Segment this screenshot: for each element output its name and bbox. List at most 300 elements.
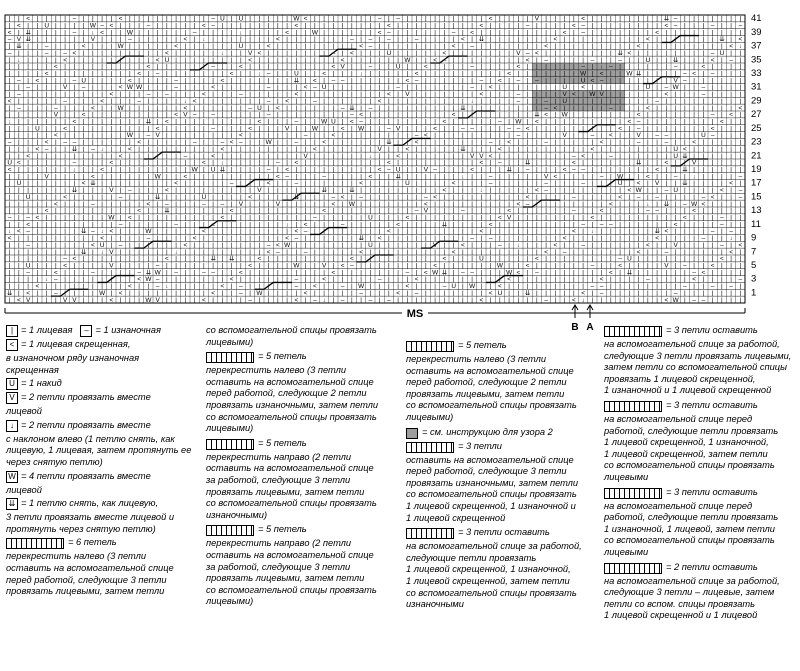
stitch-symbol: |	[351, 269, 353, 277]
stitch-symbol: |	[637, 15, 640, 23]
stitch-symbol: |	[647, 22, 649, 30]
stitch-symbol: –	[183, 152, 188, 160]
stitch-symbol: |	[684, 22, 686, 30]
stitch-symbol: |	[508, 118, 510, 126]
stitch-symbol: |	[610, 118, 612, 126]
stitch-symbol: |	[369, 145, 372, 153]
stitch-symbol: ⇊	[682, 152, 688, 160]
stitch-symbol: |	[240, 84, 242, 92]
stitch-symbol: |	[517, 221, 520, 229]
stitch-symbol: <	[553, 36, 558, 44]
stitch-symbol: |	[230, 145, 233, 153]
stitch-symbol: |	[323, 132, 325, 140]
stitch-symbol: |	[397, 97, 399, 105]
stitch-symbol: <	[535, 49, 539, 57]
stitch-symbol: |	[452, 49, 455, 57]
stitch-symbol: |	[119, 159, 122, 167]
stitch-symbol: |	[258, 269, 261, 277]
stitch-symbol: |	[27, 159, 29, 167]
stitch-symbol: –	[673, 63, 678, 71]
stitch-symbol: |	[730, 132, 732, 140]
stitch-symbol: |	[360, 22, 362, 30]
stitch-symbol: |	[64, 22, 66, 30]
stitch-symbol: |	[360, 49, 362, 57]
stitch-symbol: |	[517, 152, 520, 160]
stitch-symbol: |	[323, 193, 325, 201]
stitch-symbol: |	[582, 139, 584, 147]
stitch-symbol: <	[35, 283, 40, 291]
stitch-symbol: |	[573, 104, 575, 112]
stitch-symbol: <	[729, 180, 733, 188]
stitch-symbol: |	[693, 84, 695, 92]
stitch-symbol: <	[100, 235, 104, 243]
stitch-symbol: |	[425, 15, 427, 23]
stitch-symbol: |	[101, 70, 103, 78]
stitch-symbol: <	[331, 132, 336, 140]
stitch-symbol: |	[739, 118, 742, 126]
stitch-symbol: |	[110, 104, 113, 112]
stitch-symbol: |	[267, 77, 270, 85]
stitch-symbol: |	[415, 200, 418, 208]
stitch-symbol: |	[721, 84, 723, 92]
stitch-symbol: |	[517, 248, 520, 256]
stitch-symbol: |	[739, 132, 742, 140]
stitch-symbol: |	[610, 255, 612, 263]
stitch-symbol: |	[406, 276, 409, 284]
stitch-symbol: |	[360, 104, 362, 112]
stitch-symbol: –	[72, 139, 77, 147]
stitch-symbol: |	[240, 159, 242, 167]
stitch-symbol: |	[443, 214, 446, 222]
stitch-symbol: |	[129, 166, 131, 174]
stitch-symbol: |	[73, 221, 76, 229]
stitch-symbol: |	[563, 118, 566, 126]
stitch-symbol: U	[164, 56, 170, 64]
stitch-symbol: <	[220, 77, 225, 85]
stitch-symbol: |	[647, 166, 649, 174]
stitch-symbol: |	[628, 235, 631, 243]
stitch-symbol: –	[359, 289, 363, 297]
stitch-symbol: |	[55, 118, 57, 126]
stitch-symbol: |	[249, 91, 251, 99]
stitch-symbol: W	[311, 29, 318, 37]
stitch-symbol: |	[304, 118, 307, 126]
stitch-symbol: ⇊	[228, 255, 235, 263]
stitch-symbol: |	[36, 289, 39, 297]
stitch-symbol: |	[721, 296, 723, 304]
stitch-symbol: |	[693, 22, 695, 30]
stitch-symbol: –	[655, 193, 659, 201]
stitch-symbol: |	[647, 289, 649, 297]
stitch-symbol: |	[721, 70, 723, 78]
stitch-symbol: |	[628, 132, 631, 140]
stitch-symbol: U	[562, 97, 567, 105]
stitch-symbol: |	[665, 173, 668, 181]
stitch-symbol: |	[193, 36, 196, 44]
stitch-symbol: |	[267, 207, 270, 215]
stitch-symbol: |	[18, 255, 20, 263]
stitch-symbol: |	[147, 289, 150, 297]
stitch-symbol: |	[110, 173, 113, 181]
stitch-symbol: |	[323, 15, 325, 23]
stitch-symbol: |	[415, 228, 418, 236]
stitch-symbol: –	[146, 235, 151, 243]
stitch-symbol: ↓	[45, 276, 49, 284]
stitch-symbol: ⇊	[663, 15, 670, 23]
stitch-symbol: |	[221, 235, 224, 243]
stitch-symbol: |	[739, 269, 742, 277]
stitch-symbol: |	[517, 173, 520, 181]
stitch-symbol: –	[461, 269, 465, 277]
stitch-symbol: ↓	[165, 283, 169, 291]
stitch-symbol: –	[387, 125, 391, 133]
stitch-symbol: |	[110, 200, 113, 208]
stitch-symbol: |	[166, 193, 168, 201]
stitch-symbol: |	[230, 118, 233, 126]
stitch-symbol: |	[82, 97, 85, 105]
stitch-symbol: |	[92, 166, 94, 174]
stitch-symbol: |	[110, 235, 113, 243]
stitch-symbol: |	[73, 104, 76, 112]
legend-text: оставить на вспомогательной спице	[406, 365, 574, 376]
stitch-symbol: <	[387, 159, 391, 167]
stitch-symbol: –	[165, 200, 169, 208]
stitch-symbol: <	[72, 118, 77, 126]
stitch-symbol: |	[193, 84, 196, 92]
stitch-symbol: |	[64, 241, 66, 249]
stitch-symbol: <	[618, 193, 622, 201]
stitch-symbol: |	[110, 139, 113, 147]
stitch-symbol: |	[36, 22, 39, 30]
stitch-symbol: |	[665, 145, 668, 153]
stitch-symbol: |	[314, 91, 316, 99]
stitch-symbol: |	[693, 56, 695, 64]
stitch-symbol: |	[499, 139, 501, 147]
stitch-symbol: |	[434, 276, 436, 284]
stitch-symbol: |	[434, 221, 436, 229]
stitch-symbol: |	[240, 296, 242, 304]
stitch-symbol: |	[452, 91, 455, 99]
stitch-symbol: |	[258, 152, 261, 160]
stitch-symbol: |	[341, 228, 344, 236]
stitch-symbol: –	[7, 49, 12, 57]
stitch-symbol: |	[73, 152, 76, 160]
stitch-symbol: |	[425, 241, 427, 249]
stitch-symbol: –	[72, 29, 77, 37]
stitch-symbol: |	[388, 132, 390, 140]
stitch-symbol: –	[239, 283, 243, 291]
stitch-symbol: |	[425, 49, 427, 57]
stitch-symbol: |	[425, 36, 427, 44]
stitch-symbol: |	[92, 296, 94, 304]
stitch-symbol: |	[647, 193, 649, 201]
stitch-symbol: |	[27, 125, 29, 133]
stitch-symbol: |	[388, 97, 390, 105]
stitch-symbol: |	[378, 63, 381, 71]
stitch-symbol: |	[554, 289, 557, 297]
stitch-symbol: |	[304, 276, 307, 284]
stitch-symbol: |	[175, 22, 177, 30]
stitch-symbol: –	[738, 276, 743, 284]
stitch-symbol: |	[369, 200, 372, 208]
stitch-symbol: |	[73, 84, 76, 92]
ssk-symbol-icon: ↓	[6, 420, 18, 432]
stitch-symbol: |	[378, 241, 381, 249]
stitch-symbol: U	[25, 193, 31, 201]
stitch-symbol: |	[360, 241, 362, 249]
stitch-symbol: –	[636, 139, 641, 147]
stitch-symbol: |	[82, 132, 85, 140]
stitch-symbol: |	[332, 70, 335, 78]
stitch-symbol: |	[18, 214, 20, 222]
stitch-symbol: <	[720, 118, 724, 126]
stitch-symbol: |	[517, 193, 520, 201]
stitch-symbol: ⇊	[663, 200, 670, 208]
stitch-symbol: |	[600, 132, 603, 140]
stitch-symbol: |	[193, 77, 196, 85]
stitch-symbol: |	[573, 145, 575, 153]
stitch-symbol: –	[525, 49, 530, 57]
stitch-symbol: |	[702, 180, 705, 188]
stitch-symbol: |	[610, 187, 612, 195]
stitch-symbol: |	[489, 187, 492, 195]
stitch-symbol: |	[693, 36, 695, 44]
stitch-symbol: |	[480, 269, 483, 277]
stitch-symbol: |	[471, 104, 473, 112]
stitch-symbol: |	[462, 132, 464, 140]
stitch-symbol: |	[536, 125, 538, 133]
stitch-symbol: |	[674, 214, 677, 222]
stitch-symbol: |	[175, 139, 177, 147]
stitch-symbol: |	[92, 139, 94, 147]
stitch-symbol: |	[351, 276, 353, 284]
stitch-symbol: |	[526, 296, 529, 304]
stitch-symbol: <	[535, 255, 539, 263]
stitch-symbol: |	[462, 22, 464, 30]
stitch-symbol: |	[314, 104, 316, 112]
stitch-symbol: U	[201, 193, 207, 201]
stitch-symbol: |	[267, 22, 270, 30]
stitch-symbol: |	[314, 36, 316, 44]
stitch-symbol: |	[8, 200, 11, 208]
stitch-symbol: |	[656, 91, 658, 99]
stitch-symbol: W	[672, 84, 679, 92]
stitch-symbol: |	[508, 56, 510, 64]
stitch-symbol: |	[73, 200, 76, 208]
stitch-symbol: |	[674, 193, 677, 201]
stitch-symbol: |	[563, 289, 566, 297]
stitch-symbol: |	[600, 125, 603, 133]
stitch-symbol: |	[147, 166, 150, 174]
stitch-symbol: |	[110, 118, 113, 126]
stitch-symbol: |	[462, 43, 464, 51]
stitch-symbol: |	[656, 15, 658, 23]
stitch-symbol: –	[128, 187, 132, 195]
stitch-symbol: |	[8, 255, 11, 263]
stitch-symbol: |	[304, 125, 307, 133]
stitch-symbol: |	[471, 111, 473, 119]
legend-text: оставить на вспомогательной спице	[206, 463, 374, 474]
stitch-symbol: |	[166, 262, 168, 270]
stitch-symbol: |	[406, 111, 409, 119]
stitch-symbol: |	[406, 200, 409, 208]
stitch-symbol: |	[73, 36, 76, 44]
stitch-symbol: |	[415, 248, 418, 256]
stitch-symbol: |	[267, 283, 270, 291]
stitch-symbol: <	[91, 241, 95, 249]
stitch-symbol: |	[203, 104, 205, 112]
stitch-symbol: |	[184, 166, 187, 174]
stitch-symbol: |	[332, 283, 335, 291]
stitch-symbol: |	[610, 166, 612, 174]
stitch-symbol: <	[331, 63, 336, 71]
stitch-symbol: <	[572, 296, 576, 304]
stitch-symbol: |	[110, 255, 113, 263]
stitch-symbol: |	[45, 125, 48, 133]
stitch-symbol: |	[267, 200, 270, 208]
stitch-symbol: |	[360, 269, 362, 277]
stitch-symbol: |	[323, 214, 325, 222]
stitch-symbol: |	[499, 276, 501, 284]
stitch-symbol: |	[656, 145, 658, 153]
stitch-symbol: <	[618, 125, 622, 133]
stitch-symbol: |	[610, 235, 612, 243]
stitch-symbol: |	[462, 221, 464, 229]
stitch-symbol: <	[451, 43, 456, 51]
stitch-symbol: |	[406, 43, 409, 51]
stitch-symbol: |	[27, 104, 29, 112]
stitch-symbol: |	[628, 248, 631, 256]
stitch-symbol: |	[425, 159, 427, 167]
stitch-symbol: |	[92, 118, 94, 126]
stitch-symbol: –	[470, 269, 474, 277]
stitch-symbol: |	[693, 228, 695, 236]
stitch-symbol: <	[17, 159, 21, 167]
stitch-symbol: |	[656, 283, 658, 291]
stitch-symbol: |	[36, 118, 39, 126]
stitch-symbol: |	[184, 118, 187, 126]
stitch-symbol: |	[702, 111, 705, 119]
stitch-symbol: |	[637, 36, 640, 44]
stitch-symbol: |	[656, 159, 658, 167]
stitch-symbol: |	[332, 104, 335, 112]
stitch-symbol: |	[304, 200, 307, 208]
stitch-symbol: |	[351, 132, 353, 140]
stitch-symbol: |	[332, 159, 335, 167]
stitch-symbol: |	[314, 56, 316, 64]
stitch-symbol: |	[295, 166, 298, 174]
stitch-symbol: |	[397, 159, 399, 167]
stitch-symbol: |	[119, 36, 122, 44]
stitch-symbol: <	[498, 283, 502, 291]
stitch-symbol: |	[591, 289, 594, 297]
legend-entry-cable-6: = 6 петель	[6, 537, 202, 549]
stitch-symbol: |	[545, 152, 547, 160]
stitch-symbol: |	[378, 221, 381, 229]
stitch-symbol: |	[628, 91, 631, 99]
stitch-symbol: |	[489, 97, 492, 105]
stitch-symbol: –	[507, 125, 511, 133]
stitch-symbol: |	[64, 36, 66, 44]
stitch-symbol: |	[323, 56, 325, 64]
stitch-symbol: |	[406, 221, 409, 229]
stitch-symbol: –	[599, 289, 604, 297]
stitch-symbol: |	[221, 255, 224, 263]
stitch-symbol: |	[27, 43, 29, 51]
stitch-symbol: |	[82, 22, 85, 30]
stitch-symbol: |	[443, 125, 446, 133]
stitch-symbol: |	[175, 255, 177, 263]
stitch-symbol: |	[730, 262, 732, 270]
stitch-symbol: |	[147, 159, 150, 167]
stitch-symbol: |	[610, 276, 612, 284]
stitch-symbol: |	[277, 15, 279, 23]
stitch-symbol: |	[73, 235, 76, 243]
stitch-symbol: |	[693, 91, 695, 99]
stitch-symbol: |	[249, 200, 251, 208]
stitch-symbol: |	[499, 193, 501, 201]
stitch-symbol: |	[582, 125, 584, 133]
stitch-symbol: |	[18, 248, 20, 256]
stitch-symbol: |	[27, 145, 29, 153]
stitch-symbol: –	[313, 214, 317, 222]
stitch-symbol: |	[323, 221, 325, 229]
legend-text: лицевыми)	[206, 423, 254, 434]
stitch-symbol: |	[249, 145, 251, 153]
stitch-symbol: |	[286, 296, 288, 304]
stitch-symbol: |	[18, 276, 20, 284]
stitch-symbol: |	[637, 289, 640, 297]
stitch-symbol: |	[175, 200, 177, 208]
stitch-symbol: |	[471, 276, 473, 284]
stitch-symbol: |	[351, 29, 353, 37]
stitch-symbol: |	[18, 97, 20, 105]
stitch-symbol: |	[573, 63, 575, 71]
stitch-symbol: |	[526, 36, 529, 44]
stitch-symbol: |	[499, 152, 501, 160]
stitch-symbol: ↓	[646, 200, 650, 208]
legend-text: перед работой, следующие 2 петли	[206, 388, 367, 399]
stitch-symbol: <	[118, 15, 123, 23]
stitch-symbol: |	[73, 269, 76, 277]
stitch-symbol: |	[45, 111, 48, 119]
stitch-symbol: |	[739, 29, 742, 37]
stitch-symbol: –	[581, 180, 585, 188]
stitch-symbol: |	[341, 173, 344, 181]
stitch-symbol: |	[332, 152, 335, 160]
stitch-symbol: |	[730, 269, 732, 277]
stitch-symbol: <	[562, 235, 567, 243]
stitch-symbol: |	[212, 91, 214, 99]
stitch-symbol: U	[395, 63, 401, 71]
stitch-symbol: –	[155, 276, 160, 284]
stitch-symbol: –	[544, 104, 548, 112]
stitch-symbol: |	[341, 43, 344, 51]
stitch-symbol: |	[323, 22, 325, 30]
stitch-symbol: |	[425, 180, 427, 188]
stitch-symbol: |	[129, 255, 131, 263]
stitch-symbol: |	[665, 70, 668, 78]
stitch-symbol: |	[721, 15, 723, 23]
stitch-symbol: –	[387, 296, 391, 304]
stitch-symbol: |	[286, 104, 288, 112]
stitch-symbol: |	[203, 139, 205, 147]
stitch-symbol: |	[693, 97, 695, 105]
stitch-symbol: |	[637, 207, 640, 215]
stitch-symbol: |	[434, 118, 436, 126]
stitch-symbol: |	[45, 262, 48, 270]
stitch-symbol: |	[619, 104, 621, 112]
